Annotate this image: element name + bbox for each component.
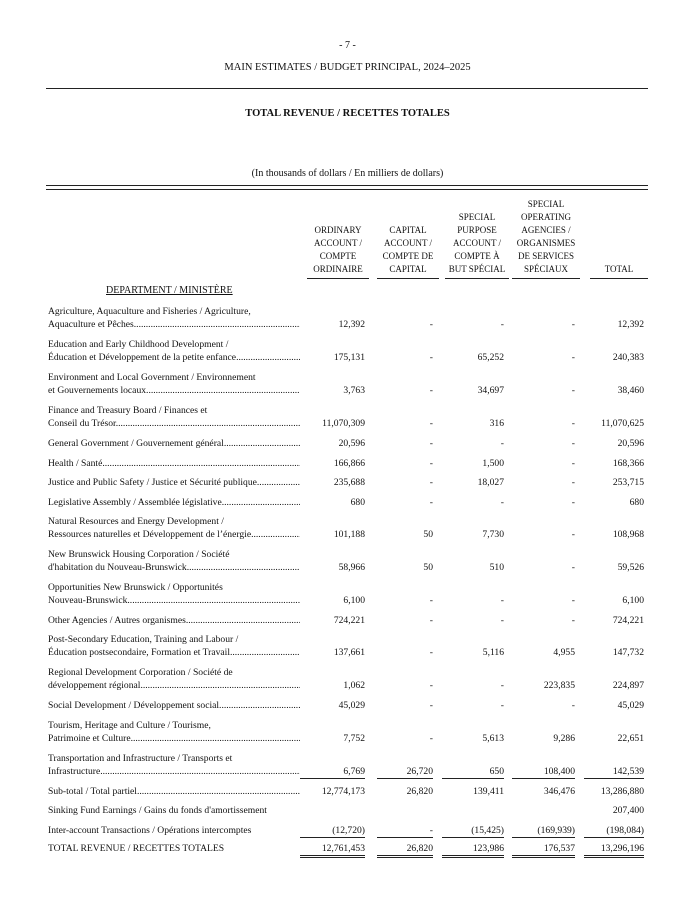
cell-value: 253,715: [612, 477, 644, 488]
row-label: [48, 614, 300, 627]
column-header-underline: [445, 278, 509, 279]
cell-value: 20,596: [617, 438, 644, 449]
column-header-line: SPECIAL: [458, 212, 496, 222]
cell-value: -: [429, 680, 433, 691]
cell-value: 13,286,880: [600, 786, 644, 797]
cell-value: -: [571, 477, 575, 488]
cell-value: (15,425): [442, 824, 504, 838]
cell-value: -: [571, 562, 575, 573]
table-row: [0, 633, 695, 659]
cell-value: -: [429, 352, 433, 363]
cell-value: 123,986: [442, 842, 504, 858]
column-header-line: ORGANISMES: [516, 238, 576, 248]
column-header-line: SPÉCIAUX: [523, 264, 568, 274]
cell-value: 101,188: [333, 529, 365, 540]
row-label: [48, 666, 300, 692]
row-label: [48, 457, 300, 470]
column-header-line: CAPITAL: [389, 225, 427, 235]
cell-value: -: [571, 615, 575, 626]
table-row: [0, 699, 695, 712]
column-header: [512, 198, 580, 276]
cell-value: 108,968: [612, 529, 644, 540]
row-label: [48, 699, 300, 712]
cell-value: -: [429, 700, 433, 711]
cell-value: 45,029: [338, 700, 365, 711]
cell-value: 316: [489, 418, 504, 429]
cell-value: -: [429, 418, 433, 429]
cell-value: 13,296,196: [584, 842, 644, 858]
cell-value: -: [500, 680, 504, 691]
row-label-line: et Gouvernements locaux .....: [48, 384, 300, 397]
row-label: [48, 804, 300, 817]
row-label: [48, 824, 300, 837]
column-header-line: ORDINAIRE: [313, 264, 363, 274]
row-label-line: Natural Resources and Energy Development /: [48, 516, 224, 527]
cell-value: 223,835: [543, 680, 575, 691]
cell-value: 12,761,453: [300, 842, 365, 858]
cell-value: 26,820: [377, 842, 433, 858]
row-label: [48, 476, 300, 489]
cell-value: -: [429, 319, 433, 330]
cell-value: 3,763: [343, 385, 365, 396]
row-label: [48, 437, 300, 450]
column-header-line: TOTAL: [604, 264, 634, 274]
table-row: [0, 752, 695, 778]
table-row: [0, 371, 695, 397]
row-label-line: Opportunities New Brunswick / Opportunités: [48, 582, 223, 593]
row-label-line: TOTAL REVENUE / RECETTES TOTALES: [48, 843, 225, 854]
table-row: [0, 581, 695, 607]
section-title: TOTAL REVENUE / RECETTES TOTALES: [245, 108, 450, 119]
table-row: [0, 548, 695, 574]
column-header-line: CAPITAL: [389, 264, 427, 274]
row-label-line: General Government / Gouvernement général .....: [48, 437, 300, 450]
cell-value: 12,392: [338, 319, 365, 330]
cell-value: -: [571, 497, 575, 508]
row-label-line: Inter-account Transactions / Opérations intercomptes: [48, 825, 252, 836]
row-label-line: d'habitation du Nouveau-Brunswick .....: [48, 561, 300, 574]
column-header-line: COMPTE À: [454, 251, 500, 261]
cell-value: -: [500, 319, 504, 330]
column-header-line: ACCOUNT /: [452, 238, 502, 248]
column-header: [377, 224, 439, 276]
row-label-line: Tourism, Heritage and Culture / Tourisme,: [48, 720, 211, 731]
column-header-line: DE SERVICES: [517, 251, 575, 261]
cell-value: -: [429, 458, 433, 469]
row-label-line: Conseil du Trésor .....: [48, 417, 300, 430]
cell-value: -: [571, 595, 575, 606]
cell-value: (198,084): [584, 824, 644, 838]
cell-value: 1,500: [482, 458, 504, 469]
table-row: [0, 305, 695, 331]
cell-value: 59,526: [617, 562, 644, 573]
cell-value: 50: [423, 529, 433, 540]
column-header-line: BUT SPÉCIAL: [448, 264, 506, 274]
row-label-line: New Brunswick Housing Corporation / Société: [48, 549, 230, 560]
column-header-line: COMPTE DE: [382, 251, 434, 261]
row-label-line: Infrastructure .....: [48, 765, 300, 778]
cell-value: (169,939): [512, 824, 575, 838]
column-header-line: ACCOUNT /: [383, 238, 433, 248]
cell-value: -: [571, 438, 575, 449]
table-row: [0, 614, 695, 627]
row-label-line: Ressources naturelles et Développement de l’énergie .....: [48, 528, 300, 541]
table-row: [0, 496, 695, 509]
cell-value: -: [500, 595, 504, 606]
cell-value: 166,866: [333, 458, 365, 469]
cell-value: 11,070,625: [601, 418, 644, 429]
cell-value: 1,062: [343, 680, 365, 691]
cell-value: 6,100: [343, 595, 365, 606]
cell-value: 224,897: [612, 680, 644, 691]
cell-value: -: [377, 824, 433, 838]
cell-value: -: [429, 385, 433, 396]
cell-value: 9,286: [553, 733, 575, 744]
row-label-line: Education and Early Childhood Development /: [48, 339, 229, 350]
page-number: - 7 -: [339, 40, 356, 51]
row-label: [48, 842, 300, 855]
table-row: [0, 404, 695, 430]
cell-value: 20,596: [338, 438, 365, 449]
cell-value: 45,029: [617, 700, 644, 711]
cell-value: -: [500, 497, 504, 508]
cell-value: 108,400: [512, 765, 575, 779]
table-top-rule: [46, 185, 648, 190]
cell-value: 18,027: [477, 477, 504, 488]
cell-value: -: [571, 458, 575, 469]
row-label: [48, 371, 300, 397]
row-label-line: Éducation postsecondaire, Formation et Travail .....: [48, 646, 300, 659]
column-header-line: COMPTE: [319, 251, 357, 261]
cell-value: -: [571, 700, 575, 711]
cell-value: 175,131: [333, 352, 365, 363]
row-label-line: Legislative Assembly / Assemblée législative .....: [48, 496, 300, 509]
row-label: [48, 752, 300, 778]
row-label-line: Aquaculture et Pêches .....: [48, 318, 300, 331]
row-label: [48, 548, 300, 574]
department-heading: DEPARTMENT / MINISTÈRE: [106, 285, 233, 296]
column-header-line: ORDINARY: [314, 225, 362, 235]
cell-value: 6,100: [622, 595, 644, 606]
row-label-line: Social Development / Développement social .....: [48, 699, 300, 712]
cell-value: -: [429, 477, 433, 488]
document-header: MAIN ESTIMATES / BUDGET PRINCIPAL, 2024–2025: [224, 62, 471, 73]
row-label: [48, 404, 300, 430]
cell-value: 139,411: [473, 786, 504, 797]
row-label-line: développement régional .....: [48, 679, 300, 692]
cell-value: 58,966: [338, 562, 365, 573]
row-label: [48, 785, 300, 798]
cell-value: 137,661: [333, 647, 365, 658]
cell-value: -: [429, 595, 433, 606]
table-row: [0, 842, 695, 855]
column-header-line: SPECIAL: [527, 199, 565, 209]
cell-value: 240,383: [612, 352, 644, 363]
column-header: [445, 211, 509, 276]
row-label-line: Other Agencies / Autres organismes .....: [48, 614, 300, 627]
units-note: (In thousands of dollars / En milliers de dollars): [251, 168, 444, 179]
row-label-line: Patrimoine et Culture .....: [48, 732, 300, 745]
cell-value: -: [571, 418, 575, 429]
cell-value: -: [571, 385, 575, 396]
row-label-line: Nouveau-Brunswick .....: [48, 594, 300, 607]
row-label-line: Transportation and Infrastructure / Transports et: [48, 753, 233, 764]
row-label: [48, 305, 300, 331]
row-label-line: Justice and Public Safety / Justice et Sécurité publique .....: [48, 476, 300, 489]
cell-value: 50: [423, 562, 433, 573]
cell-value: -: [429, 438, 433, 449]
cell-value: 142,539: [584, 765, 644, 779]
cell-value: 168,366: [612, 458, 644, 469]
cell-value: 38,460: [617, 385, 644, 396]
cell-value: -: [500, 438, 504, 449]
cell-value: 12,774,173: [321, 786, 365, 797]
cell-value: 7,752: [343, 733, 365, 744]
cell-value: 176,537: [512, 842, 575, 858]
cell-value: 235,688: [333, 477, 365, 488]
table-row: [0, 785, 695, 798]
table-row: [0, 666, 695, 692]
row-label-line: Finance and Treasury Board / Finances et: [48, 405, 208, 416]
cell-value: 510: [489, 562, 504, 573]
column-header-line: PURPOSE: [457, 225, 497, 235]
cell-value: 65,252: [477, 352, 504, 363]
cell-value: -: [500, 615, 504, 626]
cell-value: 26,820: [406, 786, 433, 797]
cell-value: 5,116: [482, 647, 504, 658]
table-row: [0, 457, 695, 470]
column-header-line: AGENCIES /: [521, 225, 571, 235]
cell-value: 346,476: [543, 786, 575, 797]
row-label-line: Health / Santé .....: [48, 457, 300, 470]
column-header-underline: [512, 278, 580, 279]
cell-value: 4,955: [553, 647, 575, 658]
column-header-line: OPERATING: [520, 212, 571, 222]
row-label: [48, 496, 300, 509]
cell-value: 12,392: [617, 319, 644, 330]
cell-value: 724,221: [333, 615, 365, 626]
column-header-line: ACCOUNT /: [313, 238, 363, 248]
cell-value: 7,730: [482, 529, 504, 540]
row-label-line: Sub-total / Total partiel .....: [48, 785, 300, 798]
cell-value: -: [429, 647, 433, 658]
row-label-line: Regional Development Corporation / Société de: [48, 667, 233, 678]
cell-value: -: [429, 497, 433, 508]
column-header-underline: [307, 278, 369, 279]
column-header: [590, 263, 648, 276]
row-label-line: Sinking Fund Earnings / Gains du fonds d'amortissement: [48, 805, 267, 816]
cell-value: -: [571, 529, 575, 540]
table-row: [0, 437, 695, 450]
column-header-underline: [377, 278, 439, 279]
row-label-line: Environment and Local Government / Environnement: [48, 372, 256, 383]
header-rule: [46, 88, 648, 89]
row-label-line: Éducation et Développement de la petite enfance .....: [48, 351, 300, 364]
row-label: [48, 633, 300, 659]
cell-value: -: [429, 733, 433, 744]
row-label-line: Post-Secondary Education, Training and Labour /: [48, 634, 239, 645]
cell-value: 724,221: [612, 615, 644, 626]
cell-value: -: [571, 319, 575, 330]
cell-value: 147,732: [612, 647, 644, 658]
cell-value: -: [429, 615, 433, 626]
row-label: [48, 581, 300, 607]
cell-value: 6,769: [300, 765, 365, 779]
table-row: [0, 515, 695, 541]
cell-value: -: [500, 700, 504, 711]
cell-value: 34,697: [477, 385, 504, 396]
table-row: [0, 476, 695, 489]
row-label: [48, 719, 300, 745]
cell-value: -: [571, 352, 575, 363]
column-header: [307, 224, 369, 276]
row-label: [48, 338, 300, 364]
table-row: [0, 338, 695, 364]
table-row: [0, 719, 695, 745]
table-row: [0, 824, 695, 837]
cell-value: 680: [629, 497, 644, 508]
row-label-line: Agriculture, Aquaculture and Fisheries / Agriculture,: [48, 306, 251, 317]
cell-value: 680: [350, 497, 365, 508]
cell-value: 207,400: [612, 805, 644, 816]
cell-value: 22,651: [617, 733, 644, 744]
table-row: [0, 804, 695, 817]
cell-value: 26,720: [377, 765, 433, 779]
cell-value: (12,720): [300, 824, 365, 838]
column-header-underline: [590, 278, 648, 279]
cell-value: 650: [442, 765, 504, 779]
row-label: [48, 515, 300, 541]
cell-value: 11,070,309: [322, 418, 365, 429]
cell-value: 5,613: [482, 733, 504, 744]
